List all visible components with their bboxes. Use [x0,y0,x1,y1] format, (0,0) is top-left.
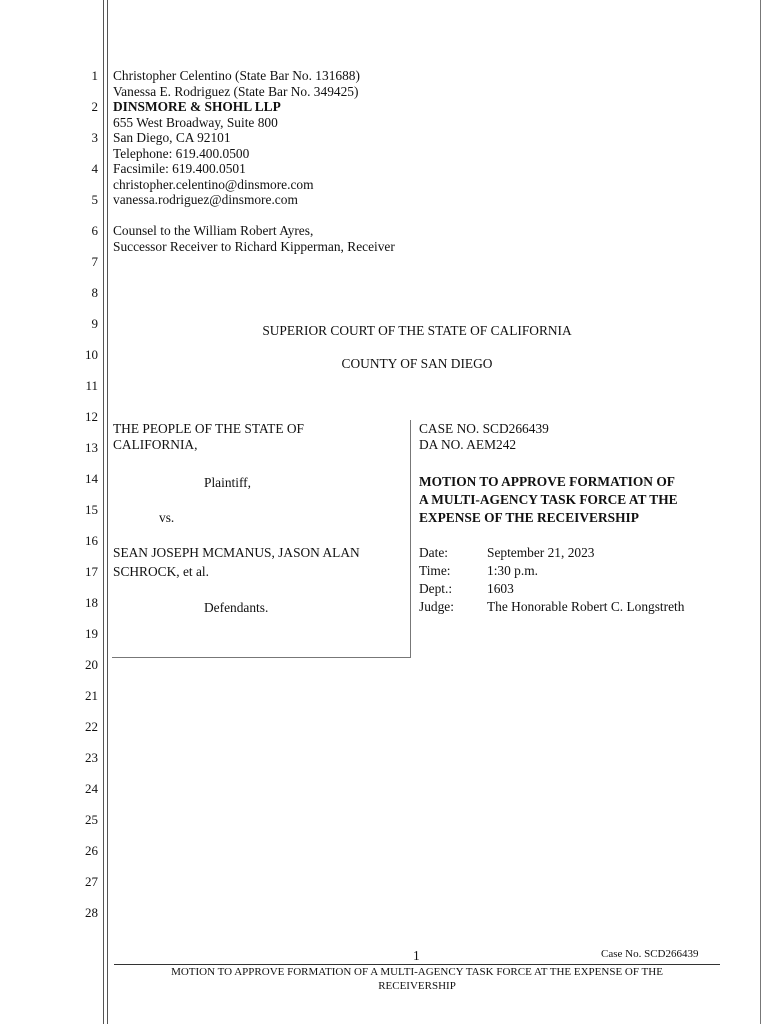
left-margin-line-outer [103,0,104,1024]
telephone: Telephone: 619.400.0500 [113,145,250,161]
versus: vs. [159,510,175,525]
line-number: 26 [85,843,98,858]
court-county: COUNTY OF SAN DIEGO [341,356,493,371]
line-number: 17 [85,564,98,579]
line-number: 22 [85,719,98,734]
defendant-line-1: SEAN JOSEPH MCMANUS, JASON ALAN [113,545,360,560]
email-2: vanessa.rodriguez@dinsmore.com [113,192,298,207]
line-number: 16 [85,533,98,548]
facsimile: Facsimile: 619.400.0501 [113,161,246,176]
line-number: 4 [91,161,98,176]
plaintiff-line-2: CALIFORNIA, [113,437,198,452]
line-number: 2 [91,99,98,114]
defendant-line-2: SCHROCK, et al. [113,564,209,579]
line-number: 13 [85,440,98,455]
footer-page-number: 1 [413,948,420,963]
motion-title-3: EXPENSE OF THE RECEIVERSHIP [419,510,639,525]
line-number: 27 [85,874,98,889]
line-number: 15 [85,502,98,517]
da-number: DA NO. AEM242 [419,437,517,452]
counsel-line-2: Successor Receiver to Richard Kipperman, Receiver [113,238,395,254]
firm-address-2: San Diego, CA 92101 [113,130,231,145]
firm-address-1: 655 West Broadway, Suite 800 [113,114,278,130]
left-margin-line-inner [107,0,108,1024]
hearing-dept-value: 1603 [487,581,514,596]
counsel-line-1: Counsel to the William Robert Ayres, [113,223,314,238]
court-name: SUPERIOR COURT OF THE STATE OF CALIFORNIA [262,323,572,338]
line-number: 11 [85,378,98,393]
line-number: 10 [85,347,98,362]
case-number: CASE NO. SCD266439 [419,421,549,436]
line-number: 25 [85,812,98,827]
hearing-time-value: 1:30 p.m. [487,563,538,578]
hearing-judge-value: The Honorable Robert C. Longstreth [487,599,685,614]
line-number: 21 [85,688,98,703]
attorney-name-2: Vanessa E. Rodriguez (State Bar No. 349425) [113,83,359,99]
line-number: 3 [91,130,98,145]
line-number: 19 [85,626,98,641]
line-number: 8 [91,285,98,300]
line-number: 7 [91,254,98,269]
line-number: 18 [85,595,98,610]
line-number: 5 [91,192,98,207]
hearing-date-value: September 21, 2023 [487,545,595,560]
footer-case-number: Case No. SCD266439 [601,948,699,960]
defendant-role: Defendants. [204,600,269,615]
footer-title-line-2: RECEIVERSHIP [378,980,456,992]
attorney-name-1: Christopher Celentino (State Bar No. 131688) [113,68,360,83]
hearing-judge-label: Judge: [419,599,454,614]
line-number: 9 [91,316,98,331]
motion-title-2: A MULTI-AGENCY TASK FORCE AT THE [419,492,678,507]
right-margin-line [760,0,761,1024]
line-number: 14 [85,471,98,486]
caption-bottom-rule [112,657,411,658]
line-number: 12 [85,409,98,424]
line-number: 20 [85,657,98,672]
caption-vertical-divider [410,420,411,657]
line-number: 6 [91,223,98,238]
firm-name: DINSMORE & SHOHL LLP [113,99,281,114]
plaintiff-role: Plaintiff, [204,475,251,490]
line-number: 28 [85,905,98,920]
hearing-time-label: Time: [419,563,451,578]
plaintiff-line-1: THE PEOPLE OF THE STATE OF [113,421,304,436]
line-number: 1 [91,68,98,83]
footer-title-line-1: MOTION TO APPROVE FORMATION OF A MULTI-AGENCY TASK FORCE AT THE EXPENSE OF THE [171,966,663,978]
motion-title-1: MOTION TO APPROVE FORMATION OF [419,474,675,489]
hearing-dept-label: Dept.: [419,581,453,596]
email-1: christopher.celentino@dinsmore.com [113,176,314,192]
footer-rule [114,964,720,965]
line-number: 23 [85,750,98,765]
line-number: 24 [85,781,98,796]
hearing-date-label: Date: [419,545,448,560]
